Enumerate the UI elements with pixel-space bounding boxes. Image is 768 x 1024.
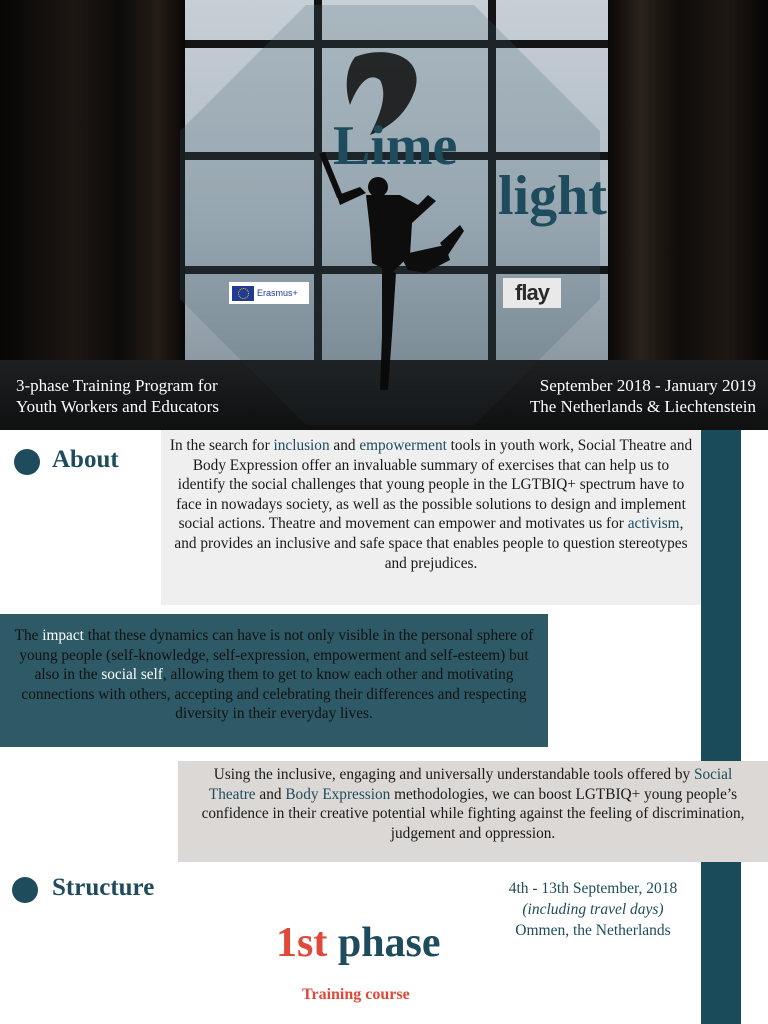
erasmus-logo [229,282,309,304]
highlight-inclusion: inclusion [273,437,330,454]
flay-logo: flay [503,278,561,308]
impact-text: , allowing them to get to know each other and motivating connections with others, accepting and celebrating their differences and respecting diversity in their everyday lives. [21,666,527,723]
structure-bullet-icon [12,877,38,903]
structure-heading: Structure [52,874,155,901]
tools-text: Using the inclusive, engaging and universally understandable tools offered by [213,766,694,783]
phase-details [480,878,706,941]
highlight-social-theatre: Social Theatre [208,766,733,803]
decorative-vertical-bar [701,430,741,1024]
highlight-activism: activism [627,515,680,533]
title-light: light [498,165,607,227]
impact-text-box [0,614,548,747]
about-text: tools in youth work, Social Theatre and Body Expression offer an invaluable summary of exercises that can help us to identify the social challenges that young people in the LGTBIQ+ spectrum have to face in nowadays society, as well as the possible solutions to design and implement social actions. Theatre and movement can empower and motivates us for [176,437,693,533]
highlight-social-self: social self [101,666,163,684]
phase-travel-note: (including travel days) [522,901,664,918]
phase-word: phase [327,920,441,966]
program-description [16,375,219,417]
about-bullet-icon [14,449,40,475]
about-text-box [161,430,701,605]
program-location: The Netherlands & Liechtenstein [529,397,756,416]
about-text: , and provides an inclusive and safe space that enables people to question stereotypes and prejudices. [174,515,688,572]
erasmus-label: Erasmus+ [257,288,298,298]
about-heading: About [52,446,119,473]
program-line: Youth Workers and Educators [16,397,219,416]
phase-ordinal: 1st [276,920,328,966]
hero-banner [0,0,768,430]
program-dates-location [530,375,756,417]
tools-text: and [255,785,286,803]
eu-flag-icon [232,286,254,301]
phase-subtitle: Training course [302,986,410,1003]
program-line: 3-phase Training Program for [16,376,218,395]
impact-text: that these dynamics can have is not only visible in the personal sphere of young people (self-knowledge, self-expression, empowerment and self-esteem) but also in the [19,627,534,684]
highlight-impact: impact [42,627,84,644]
title-lime: Lime [333,115,458,177]
phase-dates: 4th - 13th September, 2018 [508,880,678,897]
about-text: In the search for [169,437,274,454]
dancer-silhouette [300,45,470,395]
tools-text-box [178,761,768,862]
impact-text: The [14,627,43,644]
highlight-empowerment: empowerment [359,437,447,454]
about-text: and [329,437,360,454]
program-dates: September 2018 - January 2019 [539,376,756,395]
phase-title [276,922,441,964]
highlight-body-expression: Body Expression [285,785,391,803]
phase-location: Ommen, the Netherlands [515,922,671,939]
tools-text: methodologies, we can boost LGTBIQ+ young people’s confidence in their creative potential while fighting against the feeling of discrimination, judgement and oppression. [201,785,745,842]
